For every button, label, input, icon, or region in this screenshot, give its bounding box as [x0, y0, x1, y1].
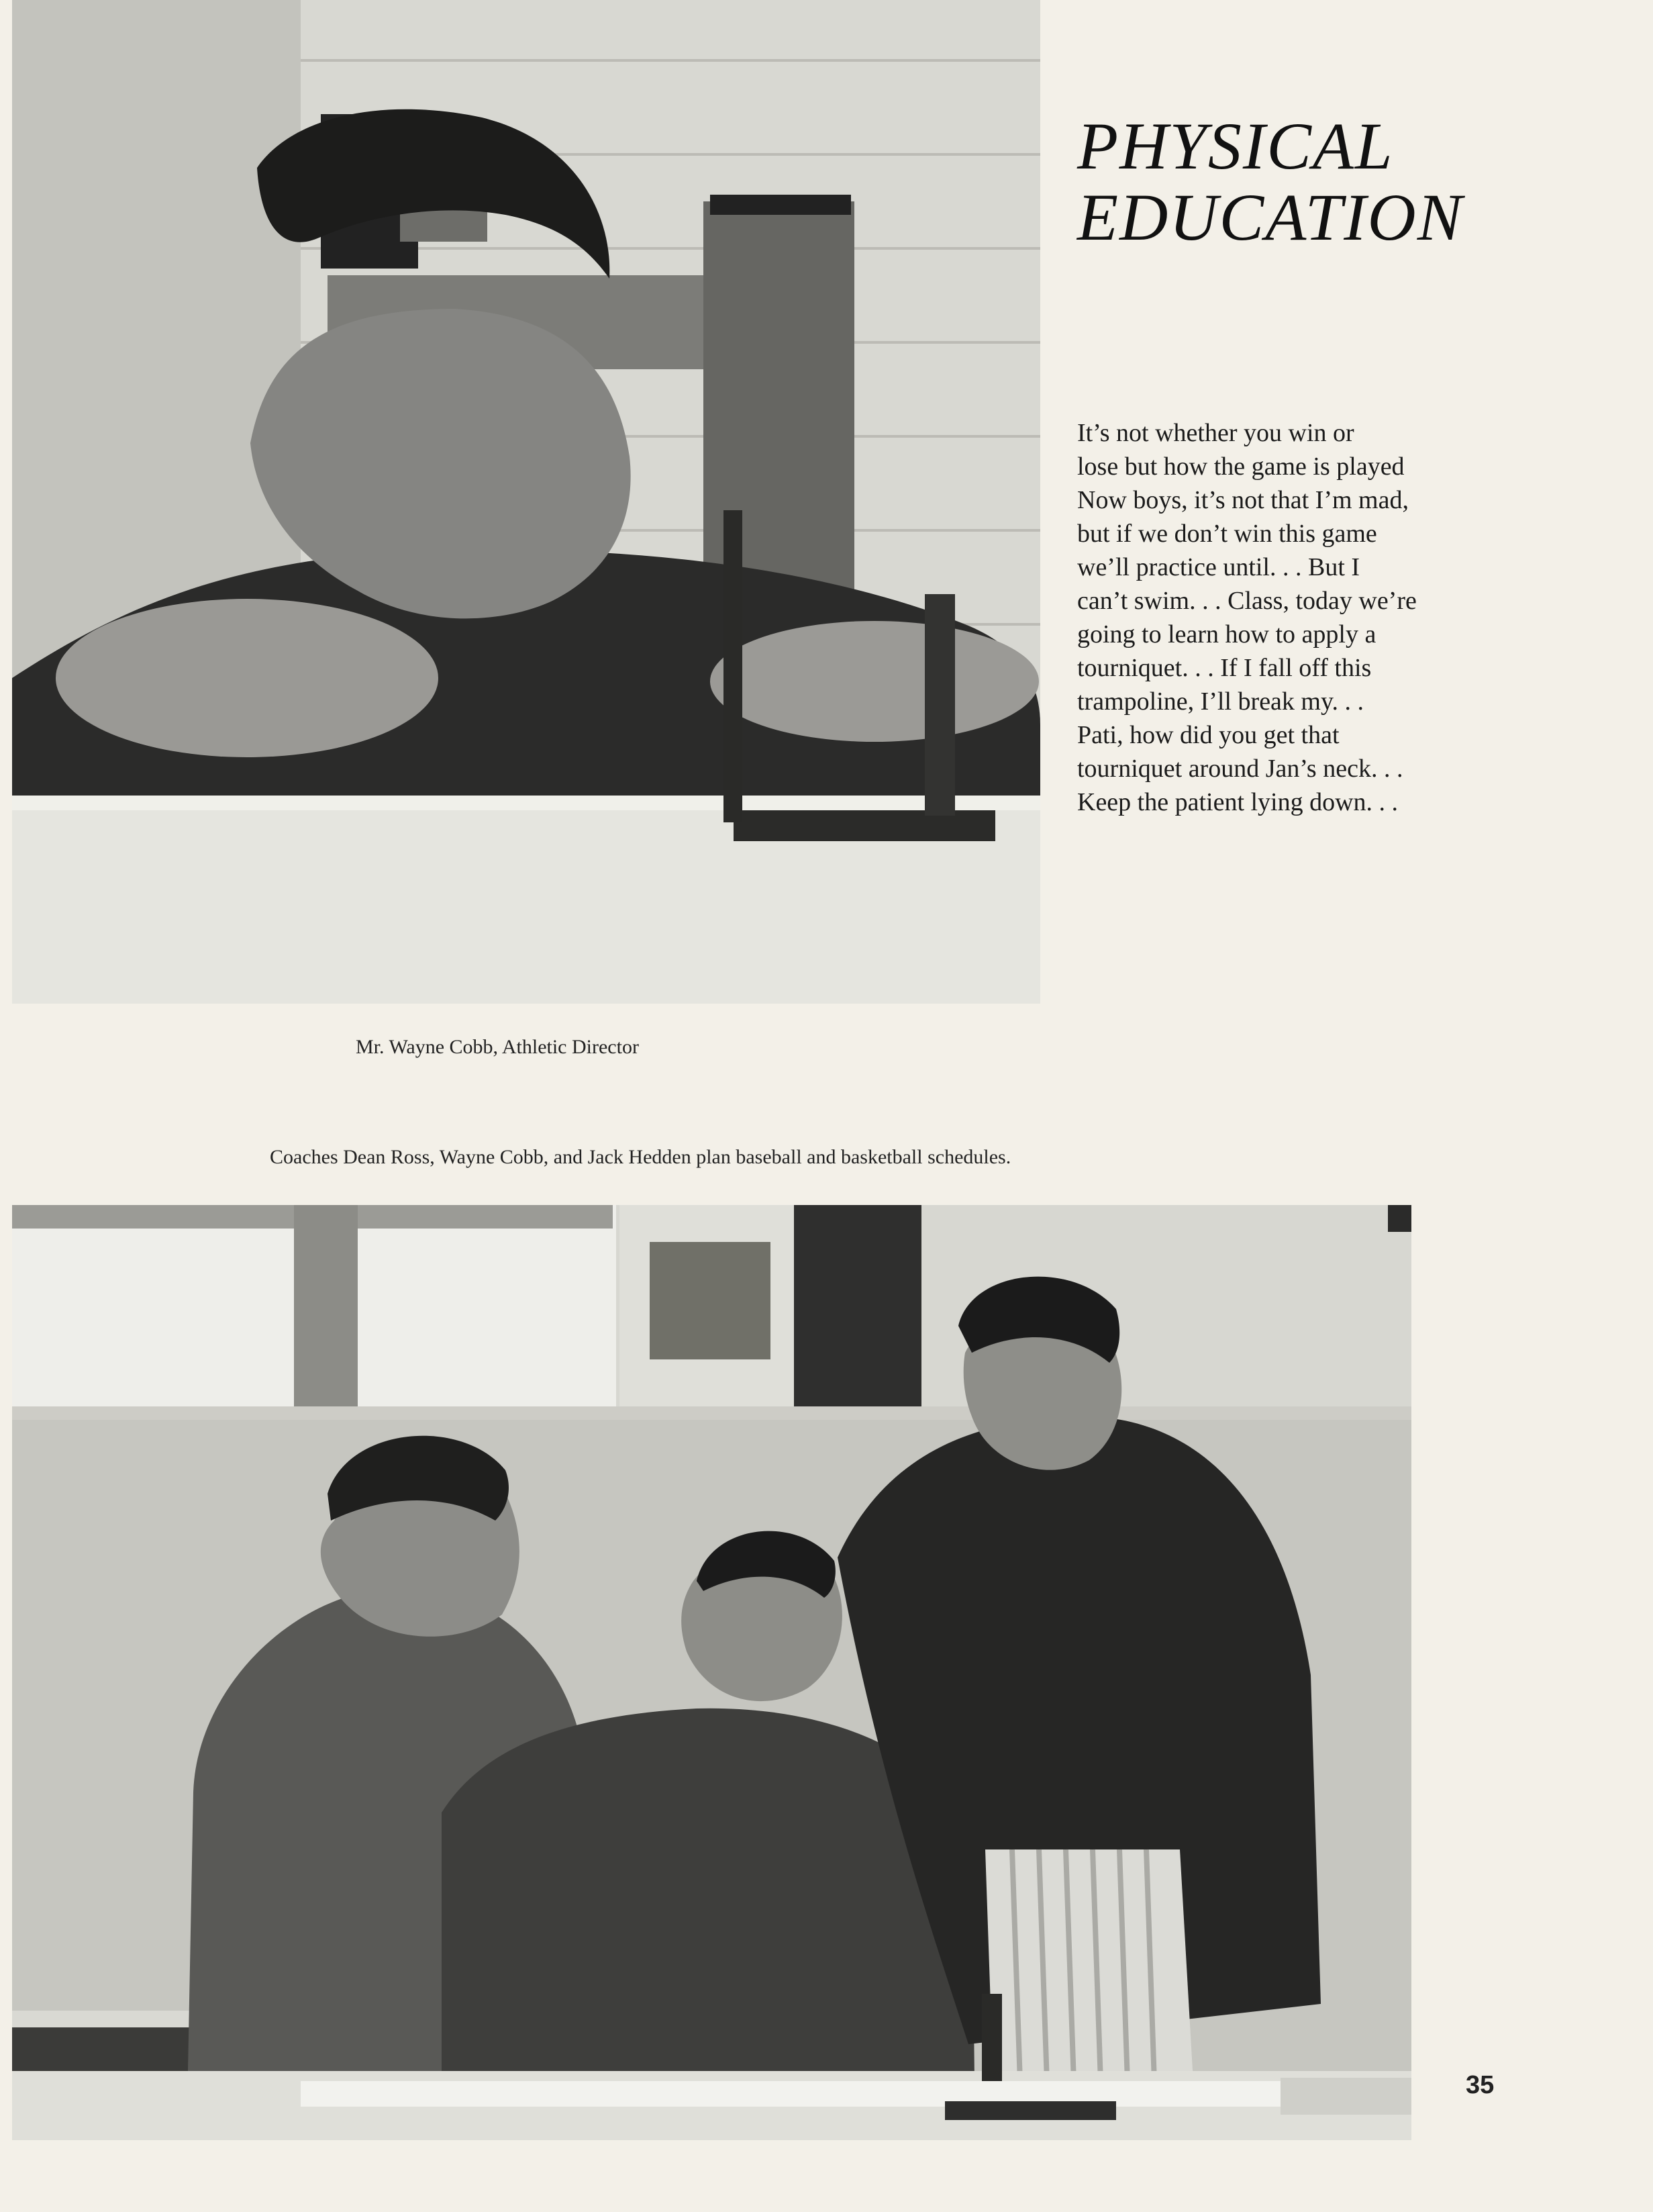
page-title-line-1: PHYSICAL [1077, 109, 1394, 183]
page-title [1077, 111, 1587, 253]
body-text [1077, 416, 1480, 819]
caption-top: Mr. Wayne Cobb, Athletic Director [356, 1036, 639, 1058]
caption-bottom: Coaches Dean Ross, Wayne Cobb, and Jack Hedden plan baseball and basketball schedules. [270, 1146, 1011, 1168]
body-paragraph: It’s not whether you win or lose but how the game is played Now boys, it’s not that I’m mad, but if we don’t win this game we’ll practice until. . . But I can’t swim. . . Class, today we’re going to learn how to apply a tourniquet. . . If I fall off this trampoline, I’ll break my. . . Pati, how did you get that tourniquet around Jan’s neck. . . Keep the patient lying down. . . [1077, 419, 1417, 816]
photo-coaches [12, 1205, 1411, 2140]
page-title-line-2: EDUCATION [1077, 180, 1464, 254]
photo-athletic-director [12, 0, 1040, 1004]
page-number: 35 [1466, 2071, 1495, 2099]
